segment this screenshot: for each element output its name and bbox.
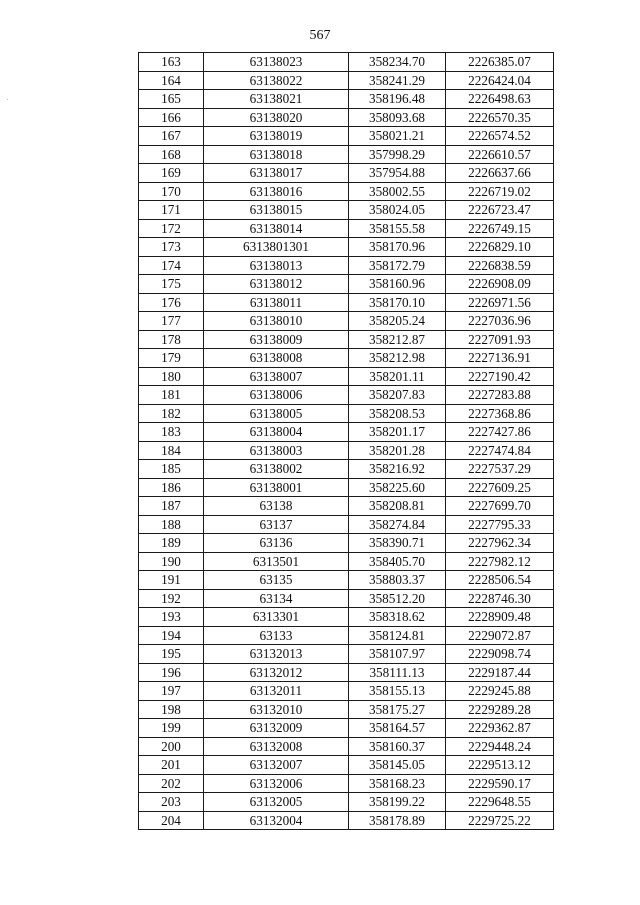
- y-coordinate-cell: 2226749.15: [446, 219, 554, 238]
- x-coordinate-cell: 358216.92: [349, 460, 446, 479]
- row-number-cell: 170: [139, 182, 204, 201]
- x-coordinate-cell: 358145.05: [349, 756, 446, 775]
- y-coordinate-cell: 2227036.96: [446, 312, 554, 331]
- row-number-cell: 169: [139, 164, 204, 183]
- point-code-cell: 63138013: [204, 256, 349, 275]
- y-coordinate-cell: 2229187.44: [446, 663, 554, 682]
- point-code-cell: 6313501: [204, 552, 349, 571]
- table-row: [139, 127, 554, 146]
- table-row: [139, 108, 554, 127]
- table-row: [139, 737, 554, 756]
- point-code-cell: 63132010: [204, 700, 349, 719]
- y-coordinate-cell: 2227962.34: [446, 534, 554, 553]
- row-number-cell: 186: [139, 478, 204, 497]
- y-coordinate-cell: 2229072.87: [446, 626, 554, 645]
- row-number-cell: 196: [139, 663, 204, 682]
- x-coordinate-cell: 358172.79: [349, 256, 446, 275]
- table-row: [139, 53, 554, 72]
- y-coordinate-cell: 2227283.88: [446, 386, 554, 405]
- table-row: [139, 682, 554, 701]
- x-coordinate-cell: 358124.81: [349, 626, 446, 645]
- y-coordinate-cell: 2227537.29: [446, 460, 554, 479]
- x-coordinate-cell: 358093.68: [349, 108, 446, 127]
- x-coordinate-cell: 358234.70: [349, 53, 446, 72]
- row-number-cell: 188: [139, 515, 204, 534]
- table-row: [139, 571, 554, 590]
- table-row: [139, 515, 554, 534]
- table-row: [139, 312, 554, 331]
- y-coordinate-cell: 2229098.74: [446, 645, 554, 664]
- y-coordinate-cell: 2229648.55: [446, 793, 554, 812]
- point-code-cell: 63132009: [204, 719, 349, 738]
- point-code-cell: 63138: [204, 497, 349, 516]
- y-coordinate-cell: 2227091.93: [446, 330, 554, 349]
- point-code-cell: 63138017: [204, 164, 349, 183]
- row-number-cell: 190: [139, 552, 204, 571]
- table-row: [139, 626, 554, 645]
- table-row: [139, 330, 554, 349]
- x-coordinate-cell: 358201.11: [349, 367, 446, 386]
- row-number-cell: 175: [139, 275, 204, 294]
- point-code-cell: 63138018: [204, 145, 349, 164]
- row-number-cell: 163: [139, 53, 204, 72]
- table-row: [139, 71, 554, 90]
- y-coordinate-cell: 2229362.87: [446, 719, 554, 738]
- point-code-cell: 63132006: [204, 774, 349, 793]
- table-row: [139, 367, 554, 386]
- x-coordinate-cell: 358155.58: [349, 219, 446, 238]
- x-coordinate-cell: 358201.28: [349, 441, 446, 460]
- table-row: [139, 700, 554, 719]
- table-row: [139, 349, 554, 368]
- table-row: [139, 534, 554, 553]
- point-code-cell: 63138004: [204, 423, 349, 442]
- point-code-cell: 63138014: [204, 219, 349, 238]
- point-code-cell: 63138023: [204, 53, 349, 72]
- row-number-cell: 180: [139, 367, 204, 386]
- x-coordinate-cell: 358107.97: [349, 645, 446, 664]
- row-number-cell: 171: [139, 201, 204, 220]
- y-coordinate-cell: 2227190.42: [446, 367, 554, 386]
- table-row: [139, 608, 554, 627]
- point-code-cell: 63138012: [204, 275, 349, 294]
- table-row: [139, 90, 554, 109]
- x-coordinate-cell: 358212.87: [349, 330, 446, 349]
- row-number-cell: 199: [139, 719, 204, 738]
- table-row: [139, 275, 554, 294]
- row-number-cell: 179: [139, 349, 204, 368]
- point-code-cell: 63138008: [204, 349, 349, 368]
- y-coordinate-cell: 2226385.07: [446, 53, 554, 72]
- row-number-cell: 183: [139, 423, 204, 442]
- table-row: [139, 645, 554, 664]
- y-coordinate-cell: 2229725.22: [446, 811, 554, 830]
- y-coordinate-cell: 2229289.28: [446, 700, 554, 719]
- table-row: [139, 441, 554, 460]
- table-row: [139, 182, 554, 201]
- point-code-cell: 6313301: [204, 608, 349, 627]
- point-code-cell: 63138011: [204, 293, 349, 312]
- row-number-cell: 174: [139, 256, 204, 275]
- x-coordinate-cell: 358199.22: [349, 793, 446, 812]
- row-number-cell: 164: [139, 71, 204, 90]
- row-number-cell: 194: [139, 626, 204, 645]
- coordinates-table: [138, 52, 554, 830]
- table-row: [139, 793, 554, 812]
- row-number-cell: 192: [139, 589, 204, 608]
- x-coordinate-cell: 358170.10: [349, 293, 446, 312]
- row-number-cell: 177: [139, 312, 204, 331]
- point-code-cell: 63138002: [204, 460, 349, 479]
- x-coordinate-cell: 358160.37: [349, 737, 446, 756]
- row-number-cell: 187: [139, 497, 204, 516]
- y-coordinate-cell: 2229513.12: [446, 756, 554, 775]
- x-coordinate-cell: 358170.96: [349, 238, 446, 257]
- y-coordinate-cell: 2226574.52: [446, 127, 554, 146]
- y-coordinate-cell: 2226829.10: [446, 238, 554, 257]
- y-coordinate-cell: 2227136.91: [446, 349, 554, 368]
- y-coordinate-cell: 2226424.04: [446, 71, 554, 90]
- point-code-cell: 63133: [204, 626, 349, 645]
- y-coordinate-cell: 2228746.30: [446, 589, 554, 608]
- point-code-cell: 63135: [204, 571, 349, 590]
- y-coordinate-cell: 2229448.24: [446, 737, 554, 756]
- table-row: [139, 811, 554, 830]
- x-coordinate-cell: 358405.70: [349, 552, 446, 571]
- row-number-cell: 200: [139, 737, 204, 756]
- y-coordinate-cell: 2228909.48: [446, 608, 554, 627]
- table-row: [139, 219, 554, 238]
- x-coordinate-cell: 358201.17: [349, 423, 446, 442]
- x-coordinate-cell: 358208.53: [349, 404, 446, 423]
- y-coordinate-cell: 2226570.35: [446, 108, 554, 127]
- row-number-cell: 197: [139, 682, 204, 701]
- x-coordinate-cell: 358225.60: [349, 478, 446, 497]
- x-coordinate-cell: 358205.24: [349, 312, 446, 331]
- point-code-cell: 63132008: [204, 737, 349, 756]
- x-coordinate-cell: 358155.13: [349, 682, 446, 701]
- x-coordinate-cell: 358160.96: [349, 275, 446, 294]
- point-code-cell: 63132004: [204, 811, 349, 830]
- table-row: [139, 423, 554, 442]
- y-coordinate-cell: 2227982.12: [446, 552, 554, 571]
- point-code-cell: 63138021: [204, 90, 349, 109]
- point-code-cell: 6313801301: [204, 238, 349, 257]
- table-row: [139, 663, 554, 682]
- row-number-cell: 184: [139, 441, 204, 460]
- y-coordinate-cell: 2226610.57: [446, 145, 554, 164]
- x-coordinate-cell: 358318.62: [349, 608, 446, 627]
- y-coordinate-cell: 2226723.47: [446, 201, 554, 220]
- row-number-cell: 201: [139, 756, 204, 775]
- point-code-cell: 63138010: [204, 312, 349, 331]
- x-coordinate-cell: 358212.98: [349, 349, 446, 368]
- row-number-cell: 202: [139, 774, 204, 793]
- x-coordinate-cell: 358002.55: [349, 182, 446, 201]
- x-coordinate-cell: 358803.37: [349, 571, 446, 590]
- row-number-cell: 168: [139, 145, 204, 164]
- point-code-cell: 63134: [204, 589, 349, 608]
- row-number-cell: 182: [139, 404, 204, 423]
- table-row: [139, 256, 554, 275]
- y-coordinate-cell: 2227427.86: [446, 423, 554, 442]
- point-code-cell: 63138009: [204, 330, 349, 349]
- x-coordinate-cell: 357954.88: [349, 164, 446, 183]
- table-row: [139, 774, 554, 793]
- point-code-cell: 63132005: [204, 793, 349, 812]
- table-row: [139, 460, 554, 479]
- table-row: [139, 497, 554, 516]
- row-number-cell: 181: [139, 386, 204, 405]
- point-code-cell: 63138016: [204, 182, 349, 201]
- table-row: [139, 589, 554, 608]
- row-number-cell: 172: [139, 219, 204, 238]
- y-coordinate-cell: 2229245.88: [446, 682, 554, 701]
- row-number-cell: 165: [139, 90, 204, 109]
- x-coordinate-cell: 358024.05: [349, 201, 446, 220]
- point-code-cell: 63138006: [204, 386, 349, 405]
- row-number-cell: 203: [139, 793, 204, 812]
- y-coordinate-cell: 2227795.33: [446, 515, 554, 534]
- y-coordinate-cell: 2227609.25: [446, 478, 554, 497]
- point-code-cell: 63138020: [204, 108, 349, 127]
- x-coordinate-cell: 358175.27: [349, 700, 446, 719]
- x-coordinate-cell: 358164.57: [349, 719, 446, 738]
- x-coordinate-cell: 358208.81: [349, 497, 446, 516]
- table-row: [139, 404, 554, 423]
- point-code-cell: 63138005: [204, 404, 349, 423]
- row-number-cell: 198: [139, 700, 204, 719]
- point-code-cell: 63138007: [204, 367, 349, 386]
- point-code-cell: 63138003: [204, 441, 349, 460]
- x-coordinate-cell: 358178.89: [349, 811, 446, 830]
- row-number-cell: 166: [139, 108, 204, 127]
- row-number-cell: 191: [139, 571, 204, 590]
- page-number: 567: [309, 28, 331, 43]
- y-coordinate-cell: 2227368.86: [446, 404, 554, 423]
- row-number-cell: 173: [139, 238, 204, 257]
- table-row: [139, 552, 554, 571]
- point-code-cell: 63138015: [204, 201, 349, 220]
- table-row: [139, 386, 554, 405]
- table-row: [139, 719, 554, 738]
- y-coordinate-cell: 2226838.59: [446, 256, 554, 275]
- point-code-cell: 63138022: [204, 71, 349, 90]
- point-code-cell: 63132012: [204, 663, 349, 682]
- y-coordinate-cell: 2226637.66: [446, 164, 554, 183]
- x-coordinate-cell: 358390.71: [349, 534, 446, 553]
- row-number-cell: 189: [139, 534, 204, 553]
- table-row: [139, 238, 554, 257]
- row-number-cell: 204: [139, 811, 204, 830]
- x-coordinate-cell: 358168.23: [349, 774, 446, 793]
- y-coordinate-cell: 2226719.02: [446, 182, 554, 201]
- x-coordinate-cell: 358274.84: [349, 515, 446, 534]
- point-code-cell: 63138001: [204, 478, 349, 497]
- x-coordinate-cell: 358196.48: [349, 90, 446, 109]
- row-number-cell: 185: [139, 460, 204, 479]
- row-number-cell: 178: [139, 330, 204, 349]
- table-row: [139, 145, 554, 164]
- x-coordinate-cell: 358111.13: [349, 663, 446, 682]
- point-code-cell: 63136: [204, 534, 349, 553]
- table-body: [139, 53, 554, 830]
- row-number-cell: 193: [139, 608, 204, 627]
- y-coordinate-cell: 2227474.84: [446, 441, 554, 460]
- point-code-cell: 63132007: [204, 756, 349, 775]
- x-coordinate-cell: 358021.21: [349, 127, 446, 146]
- point-code-cell: 63132013: [204, 645, 349, 664]
- table-row: [139, 756, 554, 775]
- table-row: [139, 293, 554, 312]
- table-row: [139, 164, 554, 183]
- table-row: [139, 478, 554, 497]
- y-coordinate-cell: 2226971.56: [446, 293, 554, 312]
- x-coordinate-cell: 358207.83: [349, 386, 446, 405]
- y-coordinate-cell: 2228506.54: [446, 571, 554, 590]
- y-coordinate-cell: 2229590.17: [446, 774, 554, 793]
- x-coordinate-cell: 358512.20: [349, 589, 446, 608]
- scan-speck: [7, 99, 8, 100]
- x-coordinate-cell: 358241.29: [349, 71, 446, 90]
- point-code-cell: 63138019: [204, 127, 349, 146]
- point-code-cell: 63137: [204, 515, 349, 534]
- y-coordinate-cell: 2227699.70: [446, 497, 554, 516]
- table-row: [139, 201, 554, 220]
- y-coordinate-cell: 2226908.09: [446, 275, 554, 294]
- row-number-cell: 176: [139, 293, 204, 312]
- x-coordinate-cell: 357998.29: [349, 145, 446, 164]
- y-coordinate-cell: 2226498.63: [446, 90, 554, 109]
- row-number-cell: 195: [139, 645, 204, 664]
- point-code-cell: 63132011: [204, 682, 349, 701]
- row-number-cell: 167: [139, 127, 204, 146]
